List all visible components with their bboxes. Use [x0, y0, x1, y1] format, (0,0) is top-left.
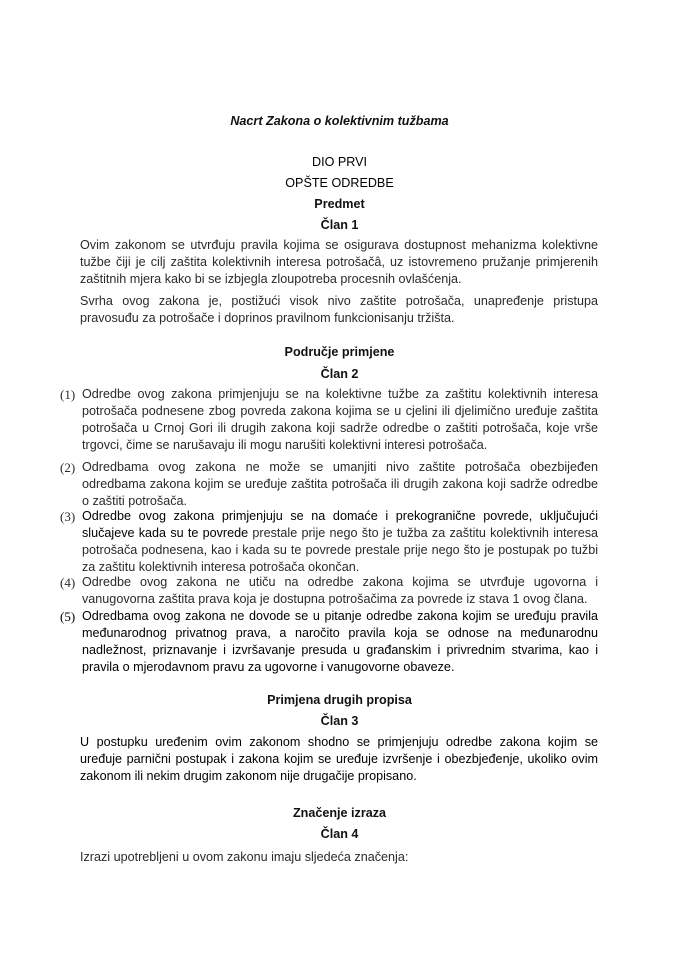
item-text: Odredbe ovog zakona primjenjuju se na kolektivne tužbe za zaštitu kolektivnih interesa potrošača podnesene zbog povreda zakona kojima se u cjelini ili djelimično uređuje zaštita potrošača u Crnoj Gori ili drugih zakona koji sadrže odredbe o zaštiti potrošača, koje vrše trgovci, čime se narušavaju ili mogu narušiti kolektivni interesi potrošača. — [82, 387, 598, 452]
part-label: DIO PRVI — [311, 155, 368, 169]
document-title: Nacrt Zakona o kolektivnim tužbama — [230, 114, 449, 128]
article-number: Član 3 — [320, 714, 359, 728]
item-number: (2) — [60, 460, 76, 475]
list-item — [60, 459, 598, 510]
list-item — [60, 574, 598, 608]
item-number: (3) — [60, 509, 76, 524]
item-text: Odredbama ovog zakona ne dovode se u pitanje odredbe zakona kojim se uređuju pravila međunarodnog privatnog prava, a naročito pravila koja se odnose na međunarodnu nadležnost, priznavanje i izvršavanje presuda u građanskim i privrednim stvarima, kao i pravila o mjerodavnom pravu za ugovorne i vanugovorne obaveze. — [82, 609, 598, 674]
list-item — [60, 608, 598, 676]
part-title: OPŠTE ODREDBE — [285, 176, 394, 190]
section-heading: Primjena drugih propisa — [267, 693, 412, 707]
paragraph: Izrazi upotrebljeni u ovom zakonu imaju sljedeća značenja: — [80, 850, 409, 864]
item-text-emphasis: Odredbe ovog zakona primjenjuju se na domaće i prekogranične povrede, uključujući slučajeve kada su te povrede — [82, 509, 598, 540]
section-heading: Značenje izraza — [292, 806, 387, 820]
paragraph: Svrha ovog zakona je, postižući visok nivo zaštite potrošača, unapređenje pristupa pravosuđu za potrošače i doprinos pravilnom funkcionisanju tržišta. — [80, 294, 598, 325]
item-number: (1) — [60, 387, 76, 402]
section-heading: Predmet — [314, 197, 365, 211]
list-item — [60, 508, 598, 576]
item-number: (5) — [60, 609, 76, 624]
article-number: Član 2 — [320, 367, 359, 381]
article-number: Član 4 — [320, 827, 359, 841]
item-number: (4) — [60, 575, 76, 590]
paragraph: U postupku uređenim ovim zakonom shodno se primjenjuju odredbe zakona kojim se uređuje parnični postupak i zakona kojim se uređuje izvršenje i obezbjeđenje, ukoliko ovim zakonom ili nekim drugim zakonom nije drugačije propisano. — [80, 735, 598, 783]
section-heading: Područje primjene — [284, 345, 395, 359]
list-item — [60, 386, 598, 454]
item-text: prestale prije nego što je tužba za zaštitu kolektivnih interesa potrošača podnesena, kao i kada su te povrede prestale prije nego što je postupak po tužbi za zaštitu kolektivnih interesa potrošača okončan. — [82, 526, 598, 574]
paragraph: Ovim zakonom se utvrđuju pravila kojima se osigurava dostupnost mehanizma kolektivne tužbe čiji je cilj zaštita kolektivnih interesa potrošačâ, uz istovremeno pružanje primjerenih zaštitnih mjera kako bi se izbjegla zloupotreba procesnih ovlašćenja. — [80, 238, 598, 286]
item-text: Odredbama ovog zakona ne može se umanjiti nivo zaštite potrošača obezbijeđen odredbama zakona kojim se uređuje zaštita potrošača ili drugih zakona koji sadrže odredbe o zaštiti potrošača. — [82, 460, 598, 508]
item-text-wrap — [82, 508, 598, 576]
article-number: Član 1 — [320, 218, 359, 232]
item-text: Odredbe ovog zakona ne utiču na odredbe zakona kojima se utvrđuje ugovorna i vanugovorna zaštita prava koja je dostupna potrošačima za povrede iz stava 1 ovog člana. — [82, 575, 598, 606]
